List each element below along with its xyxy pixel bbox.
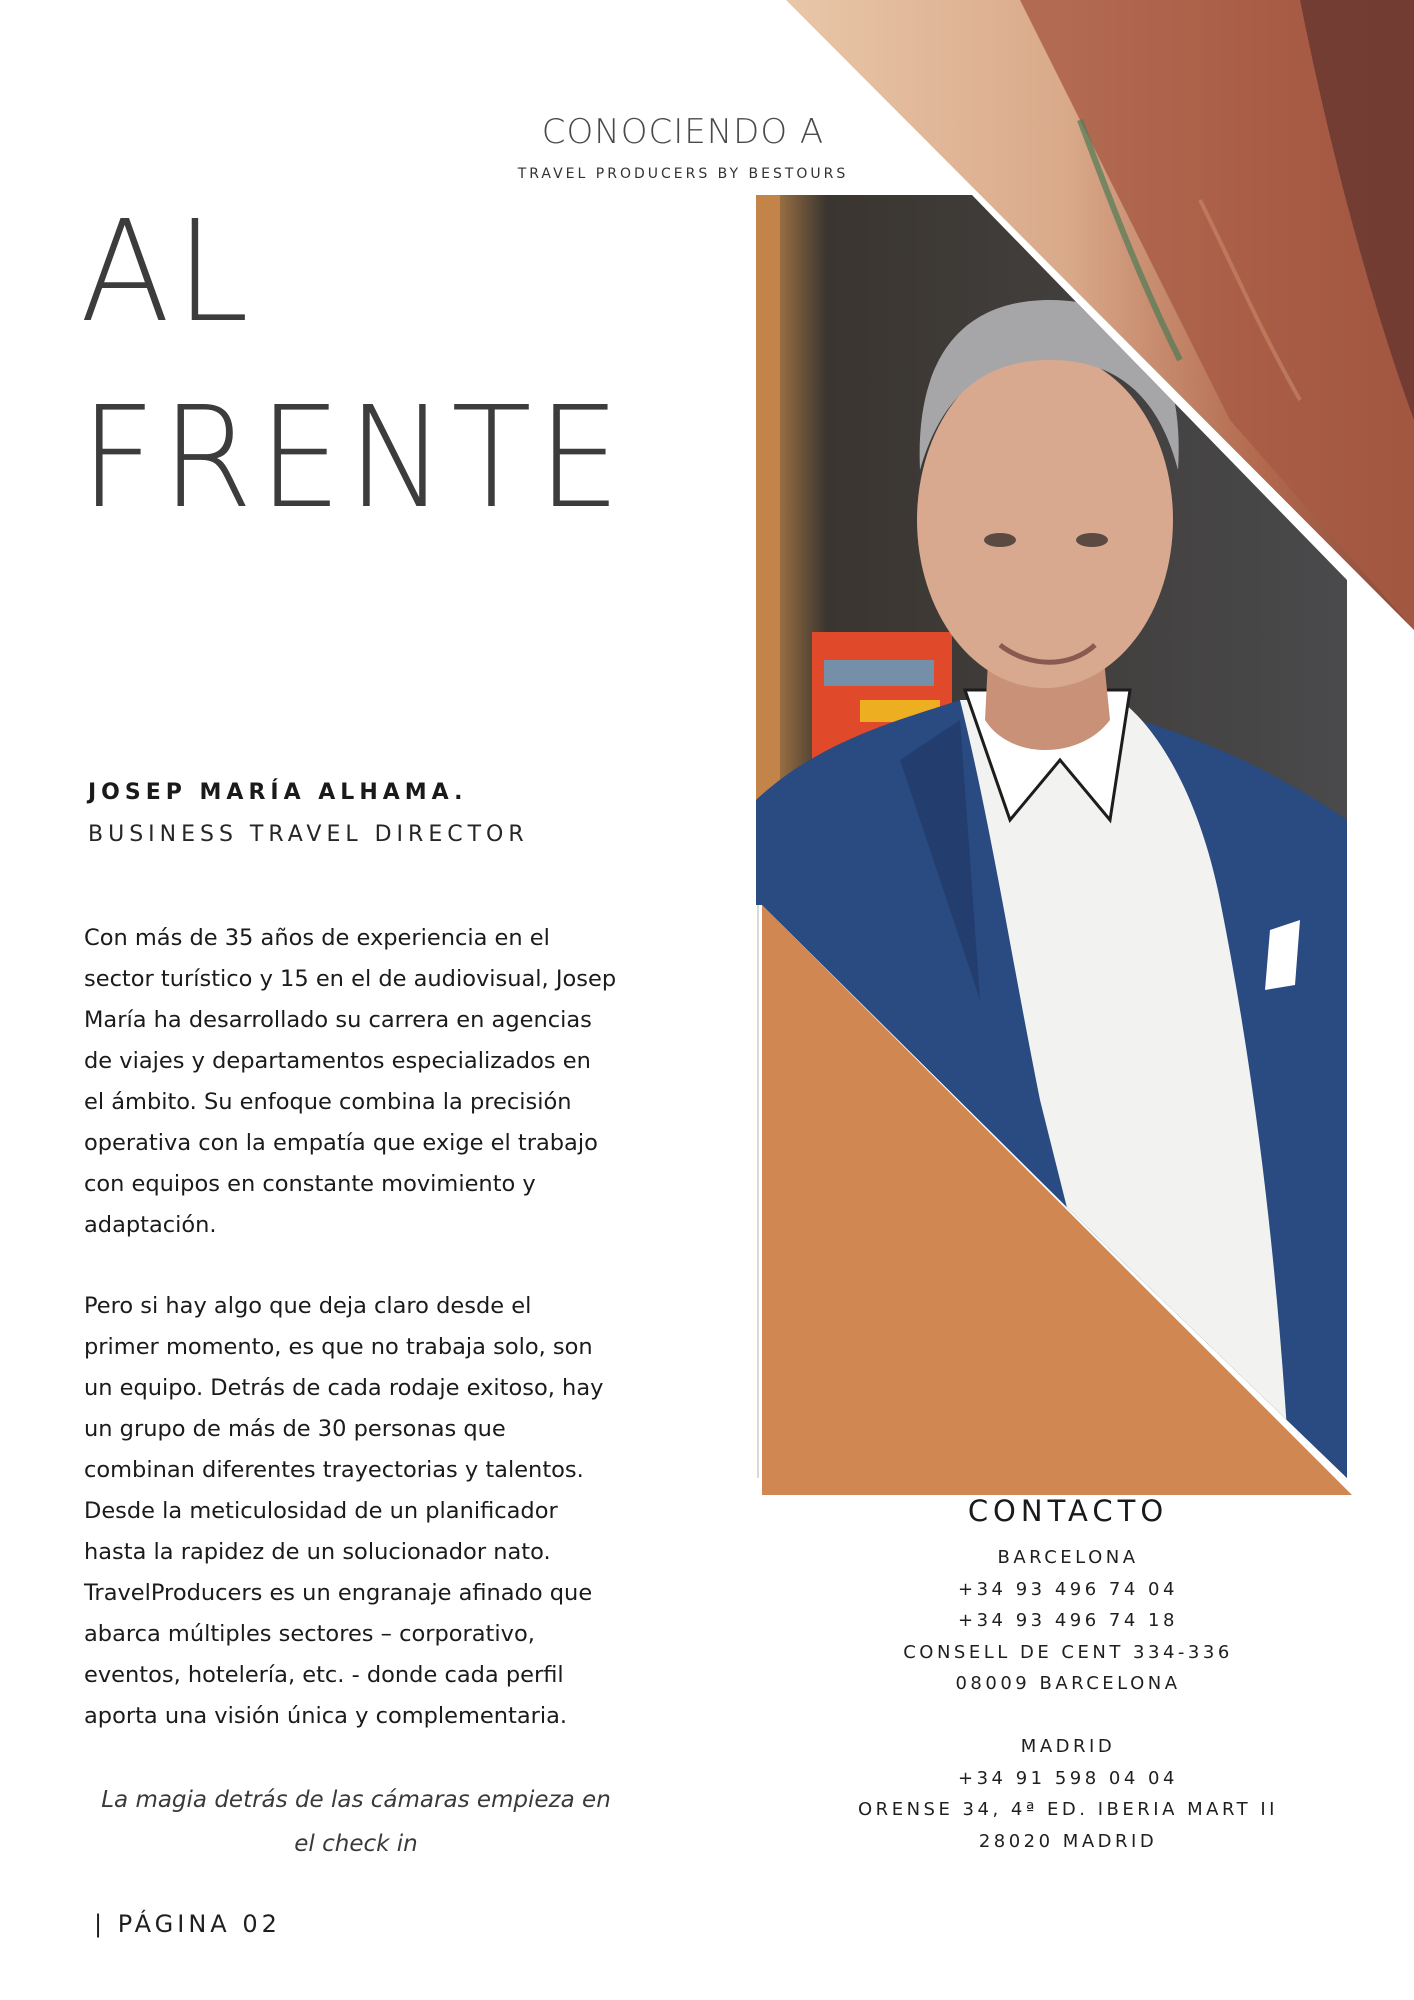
barcelona-phone-2: +34 93 496 74 18	[958, 1610, 1178, 1631]
contact-title: CONTACTO	[967, 1494, 1169, 1528]
hero-line-2: FRENTE	[80, 377, 627, 540]
quote	[84, 1778, 628, 1866]
header-kicker	[460, 112, 906, 182]
paragraph-line: operativa con la empatía que exige el trabajo	[84, 1130, 598, 1156]
paragraph-line: un grupo de más de 30 personas que	[84, 1416, 506, 1442]
page-number: | PÁGINA 02	[94, 1910, 281, 1938]
person-role: BUSINESS TRAVEL DIRECTOR	[88, 822, 529, 847]
contact-block	[858, 1494, 1278, 1857]
paragraph-line: un equipo. Detrás de cada rodaje exitoso, hay	[84, 1375, 604, 1401]
paragraph-line: adaptación.	[84, 1212, 217, 1238]
paragraph-1	[84, 918, 644, 1246]
barcelona-phone-1: +34 93 496 74 04	[958, 1578, 1178, 1600]
madrid-phone: +34 91 598 04 04	[958, 1767, 1178, 1789]
madrid-address: ORENSE 34, 4ª ED. IBERIA MART II	[858, 1799, 1278, 1820]
madrid-postal: 28020 MADRID	[978, 1830, 1158, 1852]
barcelona-city: BARCELONA	[997, 1547, 1139, 1568]
person-name: JOSEP MARÍA ALHAMA.	[88, 780, 468, 805]
paragraph-line: primer momento, es que no trabaja solo, son	[84, 1334, 593, 1360]
paragraph-line: abarca múltiples sectores – corporativo,	[84, 1621, 535, 1647]
paragraph-line: eventos, hotelería, etc. - donde cada perfil	[84, 1662, 564, 1688]
barcelona-address: CONSELL DE CENT 334-336	[903, 1641, 1233, 1663]
paragraph-line: de viajes y departamentos especializados en	[84, 1048, 591, 1074]
paragraph-2	[84, 1286, 644, 1737]
hero-title	[80, 180, 626, 552]
hero-line-1: AL	[80, 191, 255, 354]
paragraph-line: sector turístico y 15 en el de audiovisual, Josep	[84, 966, 617, 992]
barcelona-postal: 08009 BARCELONA	[955, 1673, 1181, 1694]
contact-spacer	[858, 1700, 1278, 1732]
quote-line-2: el check in	[294, 1831, 418, 1857]
paragraph-line: TravelProducers es un engranaje afinado que	[84, 1580, 593, 1606]
paragraph-line: Pero si hay algo que deja claro desde el	[84, 1293, 532, 1319]
paragraph-line: el ámbito. Su enfoque combina la precisión	[84, 1089, 572, 1115]
paragraph-line: Desde la meticulosidad de un planificador	[84, 1498, 558, 1524]
paragraph-line: con equipos en constante movimiento y	[84, 1171, 536, 1197]
madrid-city: MADRID	[1020, 1736, 1116, 1757]
quote-line-1: La magia detrás de las cámaras empieza en	[101, 1787, 611, 1813]
paragraph-line: combinan diferentes trayectorias y talentos.	[84, 1457, 584, 1483]
paragraph-line: Con más de 35 años de experiencia en el	[84, 925, 550, 951]
paragraph-line: aporta una visión única y complementaria.	[84, 1703, 568, 1729]
paragraph-line: hasta la rapidez de un solucionador nato.	[84, 1539, 551, 1565]
kicker-title: CONOCIENDO A	[541, 112, 825, 152]
kicker-subtitle: TRAVEL PRODUCERS BY BESTOURS	[517, 166, 849, 182]
paragraph-line: María ha desarrollado su carrera en agencias	[84, 1007, 592, 1033]
